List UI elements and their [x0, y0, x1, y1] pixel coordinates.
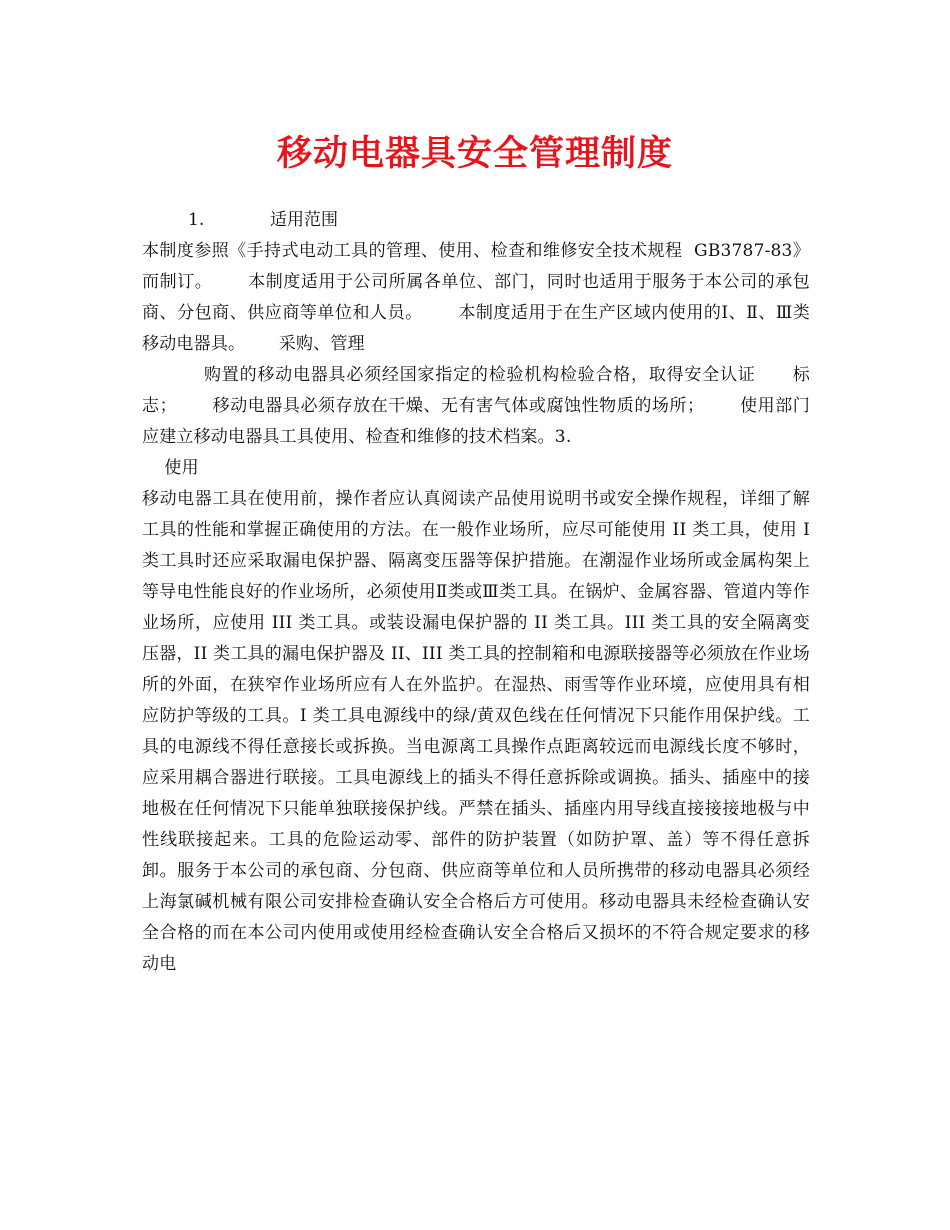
document-title: 移动电器具安全管理制度	[276, 134, 673, 174]
section-number: 1.	[188, 210, 205, 230]
section-heading: 适用范围	[270, 210, 338, 230]
body-paragraph: 本制度参照《手持式电动工具的管理、使用、检查和维修安全技术规程 GB3787-83》而制订。 本制度适用于公司所属各单位、部门，同时也适用于服务于本公司的承包商、分包商、供应商等单位和人员。 本制度适用于在生产区域内使用的Ⅰ、Ⅱ、Ⅲ类移动电器具。 采购、管理 购置的移动电器具必须经国家指定的检验机构检验合格，取得安全认证 标志； 移动电器具必须存放在干燥、无有害气体或腐蚀性物质的场所； 使用部门应建立移动电器具工具使用、检查和维修的技术档案。3. 使用 移动电器工具在使用前，操作者应认真阅读产品使用说明书或安全操作规程，详细了解工具的性能和掌握正确使用的方法。在一般作业场所，应尽可能使用 II 类工具，使用 I 类工具时还应采取漏电保护器、隔离变压器等保护措施。在潮湿作业场所或金属构架上等导电性能良好的作业场所，必须使用Ⅱ类或Ⅲ类工具。在锅炉、金属容器、管道内等作业场所，应使用 III 类工具。或装设漏电保护器的 II 类工具。III 类工具的安全隔离变压器，II 类工具的漏电保护器及 II、III 类工具的控制箱和电源联接器等必须放在作业场所的外面，在狭窄作业场所应有人在外监护。在湿热、雨雪等作业环境，应使用具有相应防护等级的工具。I 类工具电源线中的绿/黄双色线在任何情况下只能作用保护线。工具的电源线不得任意接长或拆换。当电源离工具操作点距离较远而电源线长度不够时，应采用耦合器进行联接。工具电源线上的插头不得任意拆除或调换。插头、插座中的接地极在任何情况下只能单独联接保护线。严禁在插头、插座内用导线直接接接地极与中性线联接起来。工具的危险运动零、部件的防护装置（如防护罩、盖）等不得任意拆卸。服务于本公司的承包商、分包商、供应商等单位和人员所携带的移动电器具必须经上海氯碱机械有限公司安排检查确认安全合格后方可使用。移动电器具未经检查确认安全合格的而在本公司内使用或使用经检查确认安全合格后又损坏的不符合规定要求的移动电	[142, 241, 810, 974]
